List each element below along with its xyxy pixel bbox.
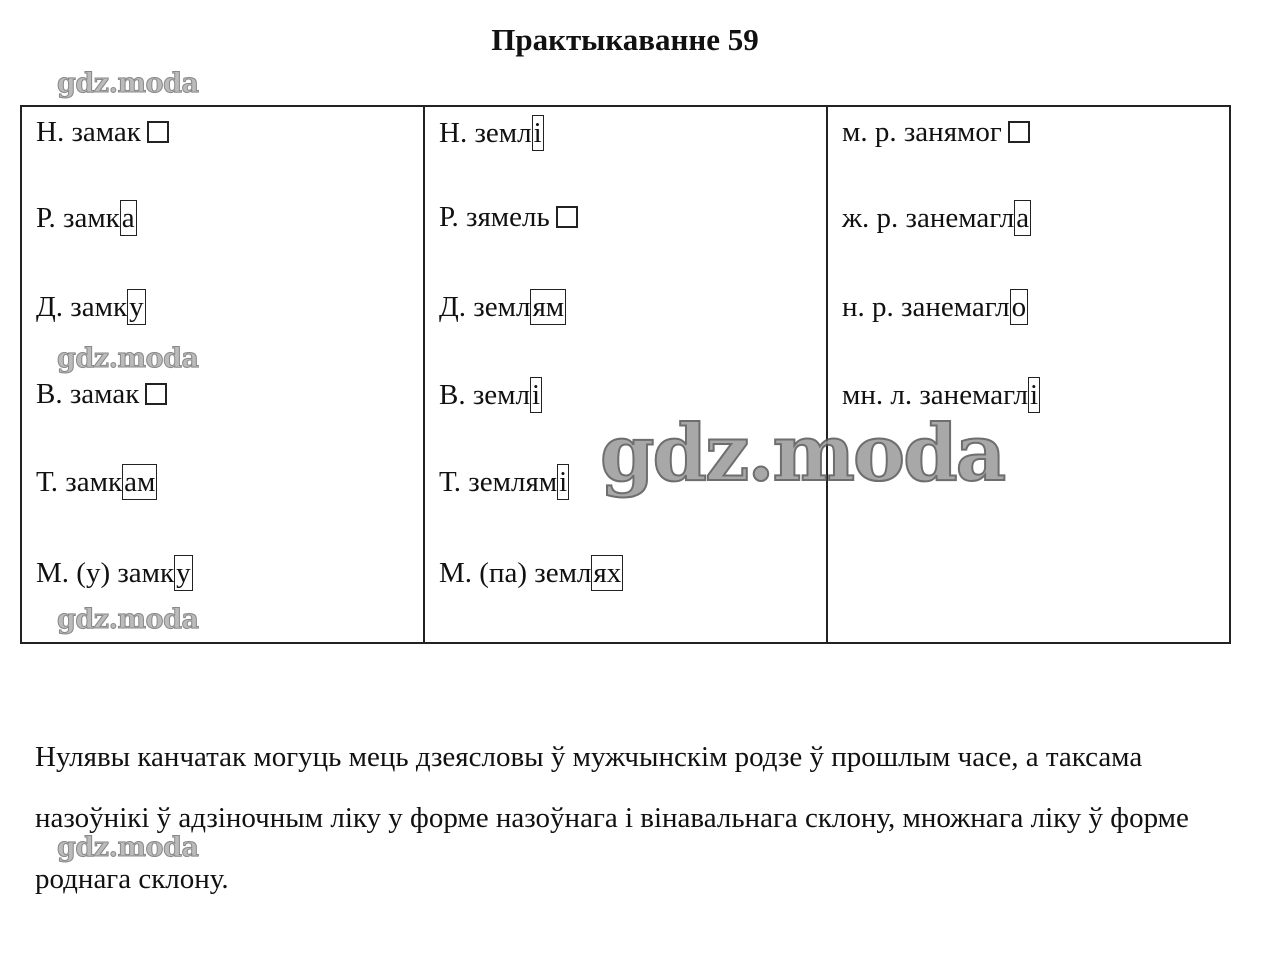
form-row	[36, 377, 167, 411]
ending-box: у	[129, 291, 144, 323]
word-stem: н. р. занемагл	[842, 291, 1010, 323]
watermark-2: gdz.moda	[57, 343, 199, 374]
word-stem: М. (па) земл	[439, 557, 592, 589]
form-row	[439, 289, 566, 325]
page-title: Практыкаванне 59	[491, 22, 759, 57]
word-stem: м. р. занямог	[842, 116, 1002, 148]
form-row	[439, 464, 569, 500]
zero-ending-box	[556, 206, 578, 228]
ending-box: а	[1016, 202, 1030, 234]
zero-ending-box	[147, 121, 169, 143]
form-row	[842, 289, 1028, 325]
column-ziamlia	[424, 106, 827, 643]
form-row	[439, 377, 542, 413]
form-row	[439, 200, 578, 234]
zero-ending-box	[1008, 121, 1030, 143]
form-row	[439, 115, 544, 151]
word-stem: ж. р. занемагл	[842, 202, 1015, 234]
word-stem: Т. землям	[439, 466, 558, 498]
word-stem: В. земл	[439, 379, 530, 411]
watermark-3: gdz.moda	[57, 604, 199, 635]
word-stem: М. (у) замк	[36, 557, 175, 589]
ending-box: і	[559, 466, 568, 498]
form-row	[36, 289, 146, 325]
word-stem: Н. замак	[36, 116, 141, 148]
ending-box: ам	[124, 466, 156, 498]
ending-box: а	[121, 202, 135, 234]
ending-box: і	[1029, 379, 1039, 411]
watermark-large: gdz.moda	[600, 408, 1005, 499]
word-stem: мн. л. занемагл	[842, 379, 1028, 411]
form-row	[842, 115, 1030, 149]
ending-box: і	[533, 117, 542, 149]
column-zaniamog	[827, 106, 1230, 643]
ending-box: у	[176, 557, 191, 589]
watermark-4: gdz.moda	[57, 832, 199, 863]
word-stem: Д. замк	[36, 291, 128, 323]
watermark-1: gdz.moda	[57, 68, 199, 99]
word-stem: Р. зямель	[439, 201, 550, 233]
ending-box: і	[532, 379, 541, 411]
form-row	[36, 555, 193, 591]
explanation-paragraph: Нулявы канчатак могуць мець дзеясловы ў мужчынскім родзе ў прошлым часе, а таксама назоўнікі ў адзіночным ліку у форме назоўнага і вінавальнага склону, множнага ліку ў форме роднага склону.	[35, 741, 1189, 895]
zero-ending-box	[145, 383, 167, 405]
word-stem: Н. земл	[439, 117, 532, 149]
word-stem: Т. замк	[36, 466, 123, 498]
column-zamak	[21, 106, 424, 643]
ending-box: ям	[532, 291, 565, 323]
ending-box: о	[1011, 291, 1027, 323]
declension-table	[20, 105, 1231, 644]
form-row	[842, 200, 1031, 236]
ending-box: ях	[593, 557, 622, 589]
form-row	[36, 200, 137, 236]
word-stem: Р. замк	[36, 202, 120, 234]
word-stem: Д. земл	[439, 291, 531, 323]
form-row	[36, 464, 157, 500]
form-row	[439, 555, 623, 591]
form-row	[36, 115, 169, 149]
word-stem: В. замак	[36, 378, 140, 410]
